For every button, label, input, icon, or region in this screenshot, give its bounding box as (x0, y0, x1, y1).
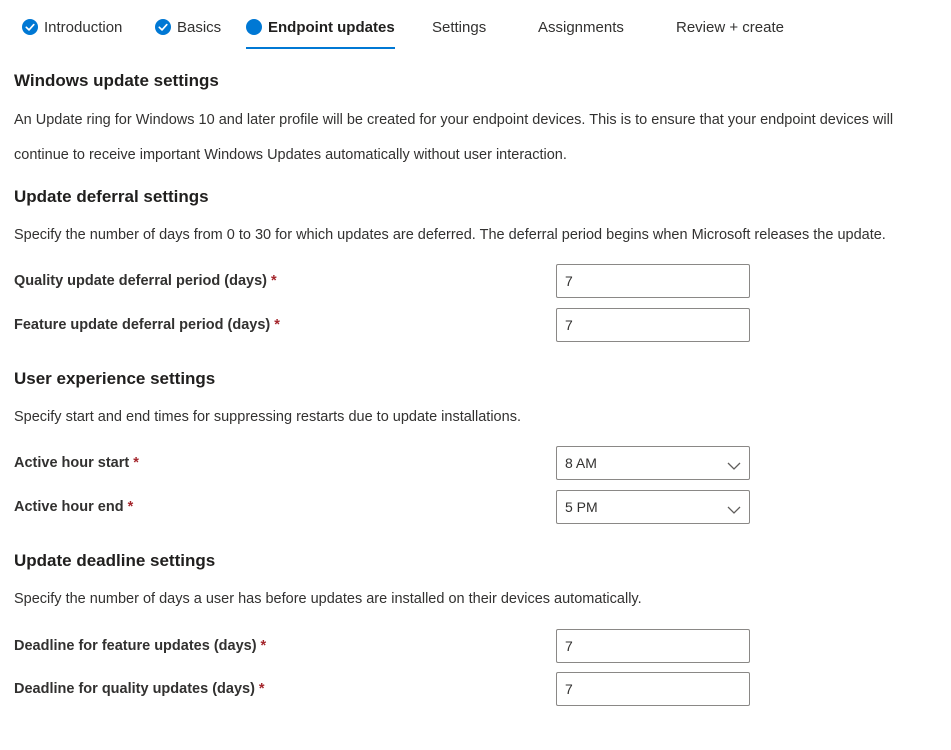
tab-label: Endpoint updates (268, 18, 395, 36)
active-tab-indicator (246, 47, 395, 49)
label-text: Deadline for feature updates (days) (14, 638, 257, 654)
feature-deadline-label (14, 636, 266, 656)
dropdown-value: 5 PM (565, 499, 598, 515)
quality-deferral-input[interactable] (556, 264, 750, 298)
tab-review-create[interactable] (676, 13, 784, 41)
label-text: Active hour end (14, 499, 124, 515)
tab-label: Introduction (44, 18, 123, 36)
chevron-down-icon (727, 458, 741, 468)
tab-basics[interactable] (155, 13, 221, 41)
required-indicator: * (133, 455, 139, 471)
tab-label: Settings (432, 18, 487, 36)
wizard-tabs (0, 0, 951, 52)
label-text: Active hour start (14, 455, 130, 471)
required-indicator: * (260, 638, 267, 654)
tab-label: Review + create (676, 18, 784, 36)
quality-deadline-label (14, 679, 265, 699)
user-experience-description: Specify start and end times for suppressing restarts due to update installations. (14, 409, 521, 425)
required-indicator: * (258, 681, 265, 697)
checkmark-circle-icon (22, 19, 38, 35)
checkmark-circle-icon (155, 19, 171, 35)
feature-deadline-input[interactable] (556, 629, 750, 663)
active-hour-start-label (14, 453, 139, 473)
feature-deferral-input[interactable] (556, 308, 750, 342)
tab-introduction[interactable] (22, 13, 122, 41)
update-deferral-heading: Update deferral settings (14, 187, 209, 206)
tab-label: Assignments (538, 18, 624, 36)
quality-deadline-input[interactable] (556, 672, 750, 706)
user-experience-heading: User experience settings (14, 369, 216, 388)
tab-assignments[interactable] (538, 13, 624, 41)
update-deadline-heading: Update deadline settings (14, 551, 216, 570)
active-hour-end-label (14, 497, 133, 517)
dropdown-value: 8 AM (565, 455, 597, 471)
quality-deferral-label (14, 271, 277, 291)
label-text: Quality update deferral period (days) (14, 273, 267, 289)
active-hour-start-dropdown[interactable] (556, 446, 750, 480)
required-indicator: * (127, 499, 134, 515)
chevron-down-icon (727, 502, 741, 512)
required-indicator: * (274, 317, 280, 333)
update-deadline-description: Specify the number of days a user has before updates are installed on their devices automatically. (14, 591, 642, 607)
active-hour-end-dropdown[interactable] (556, 490, 750, 524)
update-deferral-description: Specify the number of days from 0 to 30 for which updates are deferred. The deferral period begins when Microsoft releases the update. (14, 227, 886, 243)
label-text: Deadline for quality updates (days) (14, 681, 255, 697)
windows-update-heading: Windows update settings (14, 71, 219, 90)
feature-deferral-label (14, 315, 280, 335)
tab-label: Basics (177, 18, 222, 36)
tab-settings[interactable] (432, 13, 486, 41)
filled-circle-icon (246, 19, 262, 35)
tab-endpoint-updates[interactable] (246, 13, 395, 41)
required-indicator: * (271, 273, 277, 289)
label-text: Feature update deferral period (days) (14, 317, 271, 333)
windows-update-description: An Update ring for Windows 10 and later profile will be created for your endpoint devices. This is to ensure that your endpoint devices will continue to receive important Windows Updates automatically without user interaction. (14, 112, 894, 163)
